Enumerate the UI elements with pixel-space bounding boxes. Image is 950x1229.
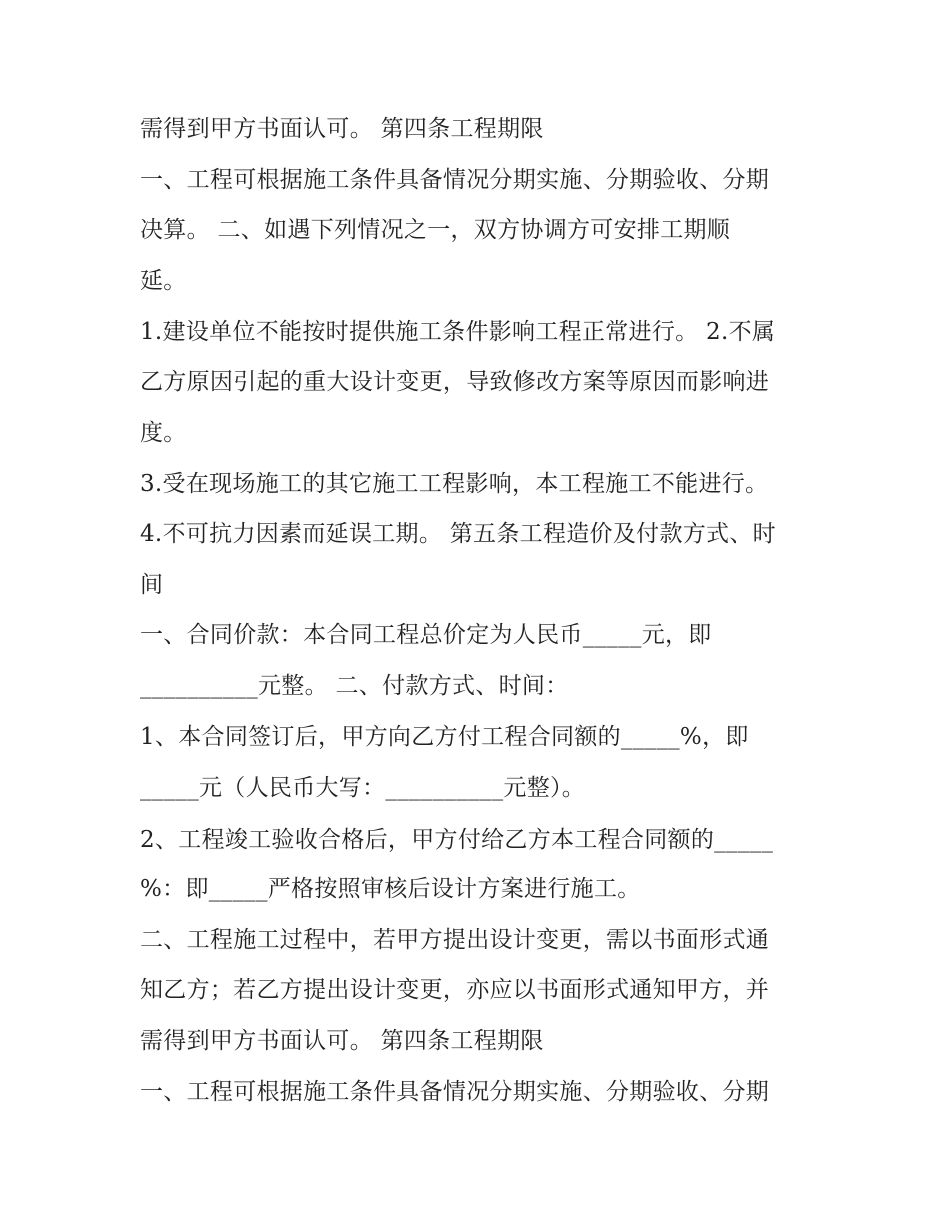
text-line-1: 需得到甲方书面认可。 第四条工程期限: [140, 116, 544, 142]
text-line-4: 延。: [140, 268, 187, 294]
text-line-20: 一、工程可根据施工条件具备情况分期实施、分期验收、分期: [140, 1079, 770, 1105]
text-line-14: _____元（人民币大写：__________元整）。: [140, 775, 586, 801]
text-line-3: 决算。 二、如遇下列情况之一，双方协调方可安排工期顺: [140, 217, 731, 243]
text-line-9: 4.不可抗力因素而延误工期。 第五条工程造价及付款方式、时: [140, 521, 776, 547]
text-line-17: 二、工程施工过程中，若甲方提出设计变更，需以书面形式通: [140, 927, 770, 953]
text-line-18: 知乙方；若乙方提出设计变更，亦应以书面形式通知甲方，并: [140, 977, 770, 1003]
text-line-7: 度。: [140, 420, 187, 446]
text-line-12: __________元整。 二、付款方式、时间：: [140, 673, 569, 699]
text-line-8: 3.受在现场施工的其它施工工程影响，本工程施工不能进行。: [140, 471, 769, 497]
text-line-16: %：即_____严格按照审核后设计方案进行施工。: [140, 876, 641, 902]
text-line-11: 一、合同价款：本合同工程总价定为人民币_____元，即: [140, 622, 712, 648]
text-line-19: 需得到甲方书面认可。 第四条工程期限: [140, 1028, 544, 1054]
text-line-15: 2、工程竣工验收合格后，甲方付给乙方本工程合同额的_____: [140, 827, 774, 853]
text-line-10: 间: [140, 572, 164, 598]
text-line-6: 乙方原因引起的重大设计变更，导致修改方案等原因而影响进: [140, 369, 770, 395]
text-line-2: 一、工程可根据施工条件具备情况分期实施、分期验收、分期: [140, 167, 770, 193]
text-line-5: 1.建设单位不能按时提供施工条件影响工程正常进行。 2.不属: [140, 319, 776, 345]
text-line-13: 1、本合同签订后，甲方向乙方付工程合同额的_____%，即: [140, 724, 749, 750]
